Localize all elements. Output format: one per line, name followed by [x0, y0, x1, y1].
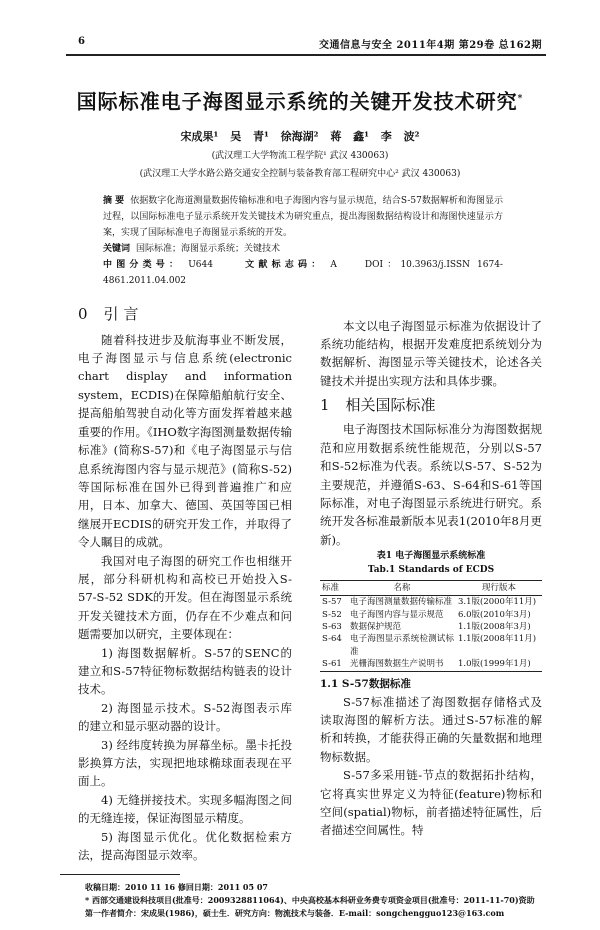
journal-info: 交通信息与安全 2011年4期 第29卷 总162期 [318, 40, 542, 51]
table-cell: 电子海图测量数据传输标准 [350, 597, 453, 608]
list-item: 5) 海图显示优化。优化数据检索方法，提高海图显示效率。 [78, 829, 292, 863]
table-row [320, 621, 542, 633]
table-cell: S-57 [322, 597, 342, 608]
page-number: 6 [78, 36, 85, 47]
right-column [320, 303, 542, 840]
footnote-rule [60, 874, 180, 875]
table-row [320, 658, 542, 671]
abstract [103, 193, 503, 241]
column-header: 名称 [348, 581, 456, 596]
paper-title [0, 86, 600, 115]
paragraph: S-57多采用链-节点的数据拓扑结构，它将真实世界定义为特征(feature)物标和空间(spatial)物标，前者描述特征属性，后者描述空间属性。特 [320, 768, 542, 838]
authors: 宋成果¹ 吴 青¹ 徐海湖² 蒋 鑫¹ 李 波² [180, 129, 420, 143]
list-item: 2) 海图显示技术。S-52海图表示库的建立和显示驱动器的设计。 [78, 700, 292, 734]
paragraph: 随着科技进步及航海事业不断发展，电子海图显示与信息系统(electronic chart display and information system，ECDIS)在保障船舶航行安全、提高船舶驾驶自动化等方面发挥着越来越重要的作用。《IHO数字海图测量数据传输标准》(简称S-57)和《电子海图显示与信息系统海图内容与显示规范》(简称S-52)等国际标准在国外已得到普遍推广和应用，日本、加拿大、德国、英国等国已相继展开ECDIS的研究开发工作，并取得了令人瞩目的成就。 [78, 332, 292, 550]
list-item: 4) 无缝拼接技术。实现多幅海图之间的无缝连接，保证海图显示精度。 [78, 792, 292, 826]
table-cell: 6.0版(2010年3月) [458, 609, 531, 620]
paragraph: 我国对电子海图的研究工作也相继开展，部分科研机构和高校已开始投入S-57-S-52 SDK的开发。但在海图显示系统开发关键技术方面，仍存在不少难点和问题需要加以研究，主要体现在： [78, 553, 292, 642]
section-number: 0 [78, 304, 88, 323]
table-cell: 1.1版(2008年11月) [458, 634, 537, 645]
list-item: 1) 海图数据解析。S-57的SENC的建立和S-57特征物标数据结构链表的设计技术。 [78, 645, 292, 697]
abstract-block [103, 193, 503, 289]
affiliation-1: (武汉理工大学物流工程学院¹ 武汉 430063) [211, 150, 389, 161]
title-text: 国际标准电子海图显示系统的关键开发技术研究 [76, 89, 518, 114]
table-cell: 1.0版(1999年1月) [456, 658, 542, 671]
section-title: 引 言 [103, 304, 139, 323]
table-cell: 3.1版(2000年11月) [458, 597, 537, 608]
table-cell: 电子海图内容与显示规范 [350, 609, 444, 620]
keywords-label: 关键词 [103, 243, 131, 254]
table-caption-cn: 表1 电子海图显示系统标准 [376, 551, 486, 562]
table-cell: 光栅海图数据生产说明书 [348, 658, 456, 671]
subsection-1-1-heading: 1.1 S-57数据标准 [320, 677, 411, 690]
footnotes [85, 881, 545, 920]
class-label: 中图分类号： [103, 259, 183, 270]
table-cell: S-61 [320, 658, 348, 671]
section-number: 1 [320, 396, 330, 415]
paragraph: 电子海图技术国际标准分为海图数据规范和应用数据系统性能规范，分别以S-57和S-52标准为代表。系统以S-57、S-52为主要规范，并遵循S-63、S-64和S-61等国际标准，对电子海图显示系统进行研究。系统开发各标准最新版本见表1(2010年8月更新)。 [320, 422, 542, 547]
table-cell: S-63 [322, 621, 342, 632]
section-1-heading [320, 394, 542, 416]
doc-value: A [330, 259, 337, 270]
table-header-row [320, 581, 542, 596]
affiliation-2: (武汉理工大学水路公路交通安全控制与装备教育部工程研究中心² 武汉 430063) [139, 168, 461, 179]
doi: DOI：10.3963/j.ISSN 1674-4861.2011.04.002 [103, 259, 503, 286]
class-value: U644 [188, 259, 213, 270]
table-cell: S-52 [322, 609, 342, 620]
classification [103, 257, 503, 289]
abstract-text: 依据数字化海道测量数据传输标准和电子海图内容与显示规范，结合S-57数据解析和海图显示过程，以国际标准电子显示系统开发关键技术为研究重点，提出海图数据结构设计和海图快速显示方案，实现了国际标准电子海图显示系统的开发。 [103, 195, 503, 238]
title-footnote-mark: * [517, 94, 524, 104]
footnote-dates: 收稿日期：2010 11 16 修回日期：2011 05 07 [85, 882, 268, 893]
list-item: 3) 经纬度转换为屏幕坐标。墨卡托投影换算方法，实现把地球椭球面表现在平面上。 [78, 737, 292, 789]
paragraph: S-57标准描述了海图数据存储格式及读取海图的解析方法。通过S-57标准的解析和转换，才能获得正确的矢量数据和地理物标数据。 [320, 694, 542, 764]
table-caption-en: Tab.1 Standards of ECDS [367, 565, 495, 576]
keywords [103, 241, 503, 257]
table-cell: 数据保护规范 [350, 621, 402, 632]
table-cell: 1.1版(2008年3月) [458, 621, 531, 632]
table-row [320, 596, 542, 609]
left-column [78, 303, 292, 865]
running-header [60, 36, 542, 52]
body-columns [78, 303, 542, 865]
doc-label: 文献标志码： [240, 259, 325, 270]
table-row [320, 633, 542, 658]
standards-table [320, 580, 542, 671]
column-header: 现行版本 [456, 581, 542, 596]
section-0-heading [78, 303, 292, 325]
table-cell: S-64 [322, 634, 342, 645]
column-header: 标准 [320, 581, 348, 596]
header-rule [66, 54, 546, 56]
footnote-funding: * 西部交通建设科技项目(批准号：2009328811064)、中央高校基本科研业务费专项资金项目(批准号：2011-11-70)资助 [85, 895, 535, 906]
footnote-author: 第一作者简介：宋成果(1986)，硕士生．研究方向：物流技术与装备．E-mail：songchengguo123@163.com [85, 908, 505, 919]
paragraph: 本文以电子海图显示标准为依据设计了系统功能结构，根据开发难度把系统划分为数据解析、海图显示等关键技术，论述各关键技术并提出实现方法和具体步骤。 [320, 318, 542, 388]
table-row [320, 609, 542, 621]
abstract-label: 摘 要 [103, 195, 125, 206]
section-title: 相关国际标准 [345, 396, 436, 415]
keywords-text: 国际标准；海图显示系统；关键技术 [136, 243, 281, 254]
table-cell: 电子海图显示系统检测试标准 [350, 634, 454, 657]
